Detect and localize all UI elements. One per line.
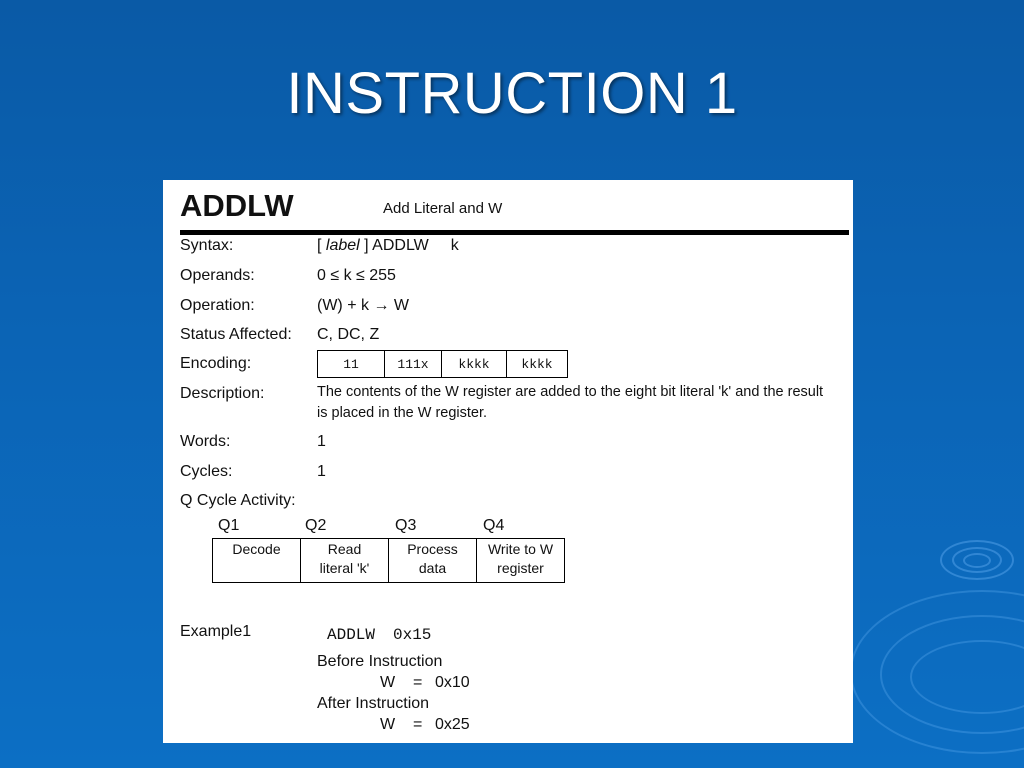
q-header: Q3	[395, 517, 417, 534]
before-register: W	[380, 674, 396, 691]
syntax-value	[317, 237, 459, 255]
q-header: Q4	[483, 517, 505, 534]
after-instruction-label: After Instruction	[317, 695, 430, 712]
q-activity-cell	[477, 539, 565, 583]
encoding-field: kkkk	[442, 351, 507, 378]
words-value: 1	[317, 433, 326, 450]
encoding-field: kkkk	[507, 351, 568, 378]
q-activity-line: Read	[327, 541, 362, 557]
status-value: C, DC, Z	[317, 326, 380, 343]
example-mnemonic: ADDLW	[327, 626, 376, 644]
q-cycle-table	[212, 538, 565, 583]
q-activity-cell	[213, 539, 301, 583]
example-label: Example1	[180, 623, 252, 640]
instruction-full-name: Add Literal and W	[383, 200, 503, 217]
q-activity-line: Decode	[232, 541, 281, 557]
operands-label: Operands:	[180, 267, 255, 284]
q-header: Q1	[218, 517, 240, 534]
slide-title: INSTRUCTION 1	[286, 61, 738, 126]
status-label: Status Affected:	[180, 326, 292, 343]
q-activity-line: Process	[407, 541, 458, 557]
encoding-label: Encoding:	[180, 355, 252, 372]
description-value: The contents of the W register are added to the eight bit literal 'k' and the result is placed in the W register.	[317, 384, 824, 421]
before-value: 0x10	[435, 674, 470, 691]
q-activity-line: Write to W	[487, 541, 554, 557]
q-activity-line: register	[497, 560, 544, 576]
encoding-field: 111x	[385, 351, 442, 378]
header-divider	[180, 230, 849, 235]
syntax-post: ] ADDLW	[359, 237, 429, 254]
q-cycle-label: Q Cycle Activity:	[180, 492, 296, 509]
words-label: Words:	[180, 433, 231, 450]
syntax-label-word: label	[325, 237, 360, 254]
q-activity-cell	[389, 539, 477, 583]
q-header: Q2	[305, 517, 327, 534]
instruction-mnemonic: ADDLW	[180, 188, 294, 223]
cycles-label: Cycles:	[180, 463, 233, 480]
encoding-field: 11	[318, 351, 385, 378]
cycles-value: 1	[317, 463, 326, 480]
after-equals: =	[413, 716, 423, 733]
description-label: Description:	[180, 385, 265, 402]
after-register: W	[380, 716, 396, 733]
operation-label: Operation:	[180, 297, 255, 314]
instruction-sheet	[163, 180, 853, 743]
operation-value: (W) + k → W	[317, 297, 409, 314]
encoding-table	[317, 350, 568, 378]
operands-value: 0 ≤ k ≤ 255	[317, 267, 396, 284]
example-operand: 0x15	[393, 626, 432, 644]
q-activity-cell	[301, 539, 389, 583]
before-instruction-label: Before Instruction	[317, 653, 443, 670]
before-equals: =	[413, 674, 423, 691]
syntax-label: Syntax:	[180, 237, 234, 254]
syntax-operand: k	[450, 237, 459, 254]
syntax-pre: [	[317, 237, 326, 254]
after-value: 0x25	[435, 716, 470, 733]
q-activity-line: data	[418, 560, 447, 576]
q-activity-line: literal 'k'	[319, 560, 370, 576]
